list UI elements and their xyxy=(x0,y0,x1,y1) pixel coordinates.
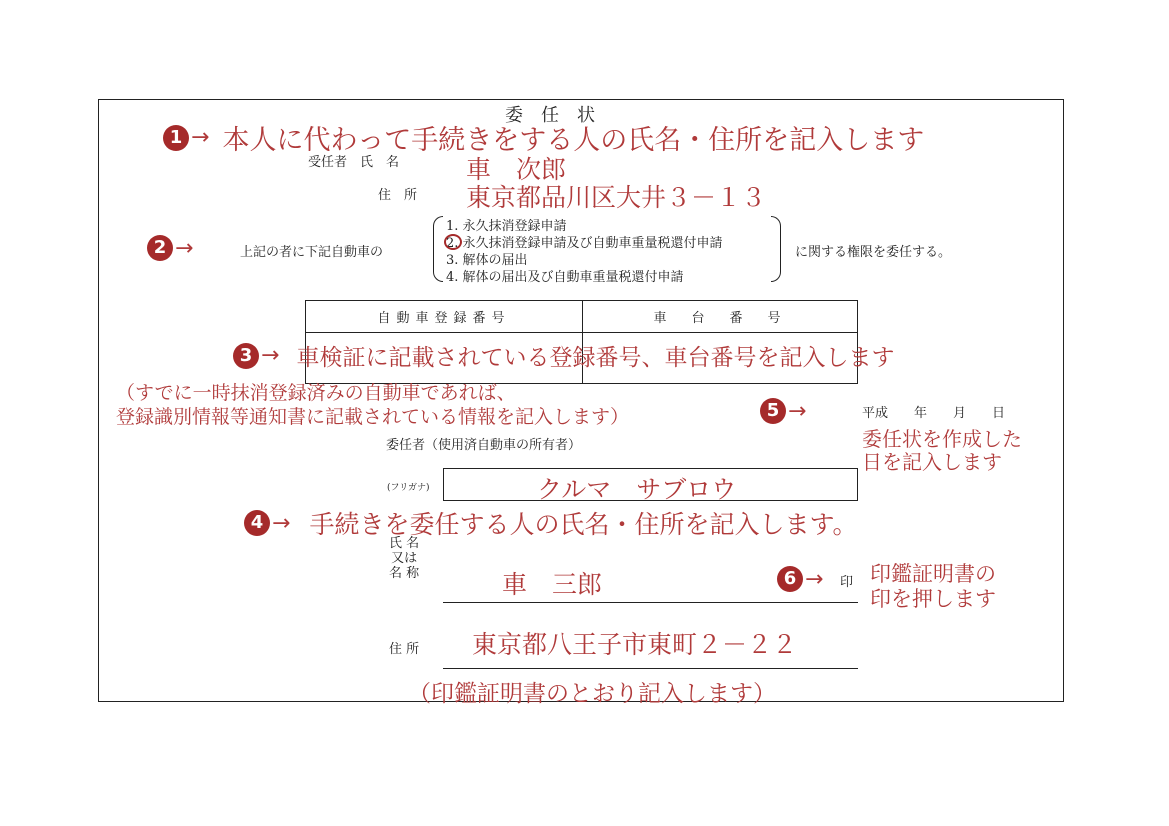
agent-address-value: 東京都品川区大井３－１３ xyxy=(466,183,767,212)
note-bottom: （印鑑証明書のとおり記入します） xyxy=(408,681,776,707)
registration-number-header: 自動車登録番号 xyxy=(306,301,583,333)
note-1-text: 本人に代わって手続きをする人の氏名・住所を記入します xyxy=(222,125,925,156)
agent-name-value: 車 次郎 xyxy=(466,155,567,184)
note-6-line2: 印を押します xyxy=(870,587,996,611)
delegation-suffix: に関する権限を委任する。 xyxy=(795,245,952,260)
arrow-icon: → xyxy=(805,566,824,592)
note-4 xyxy=(244,505,858,541)
left-brace-icon xyxy=(433,216,443,282)
note-3 xyxy=(233,339,895,372)
address-underline xyxy=(443,668,858,669)
option-1[interactable]: 1. 永久抹消登録申請 xyxy=(446,219,567,234)
seal-label: 印 xyxy=(840,575,854,590)
principal-name-value: 車 三郎 xyxy=(502,570,603,599)
option-3[interactable]: 3. 解体の届出 xyxy=(446,253,528,268)
note-6-line1: 印鑑証明書の xyxy=(870,562,996,586)
arrow-icon: → xyxy=(175,235,194,261)
principal-address-label: 住 所 xyxy=(389,642,420,657)
agent-name-label: 受任者 氏 名 xyxy=(308,155,400,170)
badge-4: 4 xyxy=(244,510,270,536)
note-6-text xyxy=(870,562,996,612)
option-4[interactable]: 4. 解体の届出及び自動車重量税還付申請 xyxy=(446,270,684,285)
date-label: 平成 年 月 日 xyxy=(862,406,1006,421)
arrow-icon: → xyxy=(788,398,807,424)
delegation-options xyxy=(446,218,723,286)
note-5-line1: 委任状を作成した xyxy=(862,427,1022,451)
note-4-text: 手続きを委任する人の氏名・住所を記入します。 xyxy=(309,510,858,539)
chassis-number-header: 車 台 番 号 xyxy=(583,301,858,333)
note-2 xyxy=(147,235,193,261)
option-2[interactable]: 2. 永久抹消登録申請及び自動車重量税還付申請 xyxy=(446,236,723,251)
note-3-sub xyxy=(116,381,629,429)
badge-2: 2 xyxy=(147,235,173,261)
name-label: 氏 名 又は 名 称 xyxy=(389,536,420,581)
badge-5: 5 xyxy=(760,398,786,424)
note-6 xyxy=(777,566,823,592)
note-3-text: 車検証に記載されている登録番号、車台番号を記入します xyxy=(296,345,895,371)
selected-circle-icon xyxy=(444,234,462,250)
arrow-icon: → xyxy=(191,125,210,150)
note-5-line2: 日を記入します xyxy=(862,450,1002,474)
note-5 xyxy=(760,398,806,424)
furigana-value: クルマ サブロウ xyxy=(537,475,737,504)
note-3-sub-line1: （すでに一時抹消登録済みの自動車であれば、 xyxy=(116,382,516,404)
note-3-sub-line2: 登録識別情報等通知書に記載されている情報を記入します） xyxy=(116,406,630,428)
principal-address-value: 東京都八王子市東町２－２２ xyxy=(472,630,798,659)
principal-label: 委任者（使用済自動車の所有者） xyxy=(386,438,582,453)
badge-3: 3 xyxy=(233,343,259,369)
agent-address-label: 住 所 xyxy=(378,188,418,203)
badge-1: 1 xyxy=(163,125,189,151)
arrow-icon: → xyxy=(261,343,280,368)
note-5-text xyxy=(862,428,1022,474)
right-brace-icon xyxy=(771,216,781,282)
arrow-icon: → xyxy=(272,510,291,536)
name-underline xyxy=(443,602,858,603)
document-title: 委 任 状 xyxy=(505,105,595,126)
delegation-prefix: 上記の者に下記自動車の xyxy=(240,245,384,260)
badge-6: 6 xyxy=(777,566,803,592)
furigana-label: (フリガナ) xyxy=(387,483,430,493)
